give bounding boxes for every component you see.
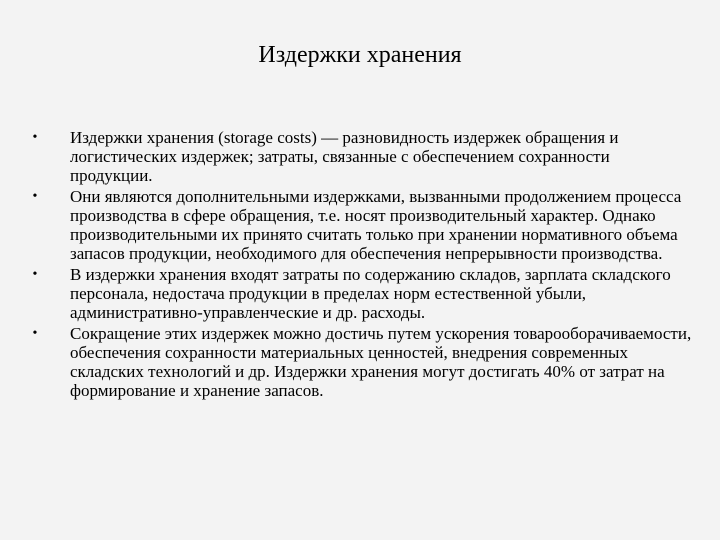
- bullet-dot-icon: •: [32, 326, 38, 341]
- bullet-list: [26, 128, 696, 402]
- bullet-item: [26, 265, 696, 322]
- bullet-item: [26, 128, 696, 185]
- bullet-dot-icon: •: [32, 130, 38, 145]
- bullet-text: В издержки хранения входят затраты по содержанию складов, зарплата складского персонала, недостача продукции в пределах норм естественной убыли, административно-управленческие и др. расходы.: [70, 265, 671, 322]
- bullet-item: [26, 324, 696, 400]
- slide-title: Издержки хранения: [258, 42, 462, 68]
- bullet-dot-icon: •: [32, 189, 38, 204]
- bullet-dot-icon: •: [32, 267, 38, 282]
- bullet-text: Сокращение этих издержек можно достичь путем ускорения товарооборачиваемости, обеспечения сохранности материальных ценностей, внедрения современных складских технологий и др. Издержки хранения могут достигать 40% от затрат на формирование и хранение запасов.: [70, 324, 692, 400]
- bullet-text: Издержки хранения (storage costs) — разновидность издержек обращения и логистических издержек; затраты, связанные с обеспечением сохранности продукции.: [70, 128, 619, 185]
- bullet-item: [26, 187, 696, 263]
- bullet-text: Они являются дополнительными издержками, вызванными продолжением процесса производства в сфере обращения, т.е. носят производительный характер. Однако производительными их принято считать только при хранении нормативного объема запасов продукции, необходимого для обеспечения непрерывности производства.: [70, 187, 682, 263]
